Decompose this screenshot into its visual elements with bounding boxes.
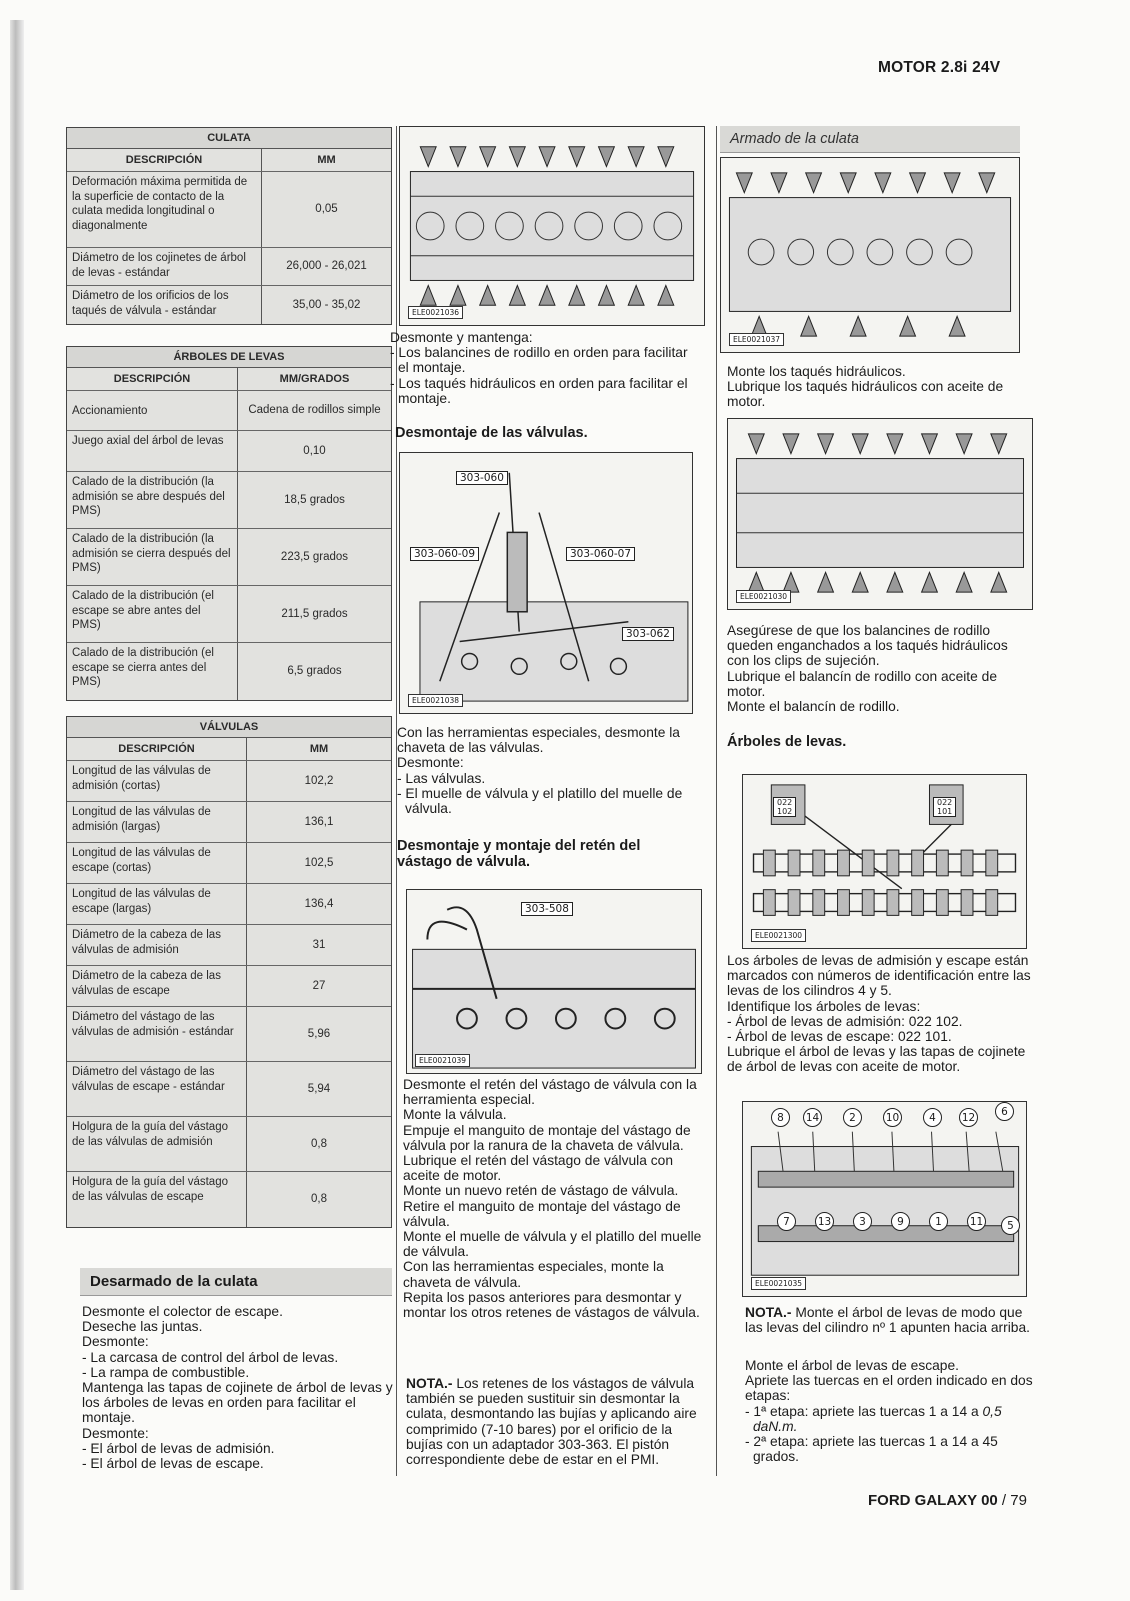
- table-row: [67, 529, 391, 586]
- step-text: - 1ª etapa: apriete las tuercas 1 a 14 a: [745, 1403, 983, 1419]
- tool-callout: 303-060-09: [410, 547, 479, 561]
- figure-camshaft-identification: [742, 774, 1027, 949]
- running-header: MOTOR 2.8i 24V: [878, 59, 1001, 76]
- tightening-sequence-illustration: [743, 1102, 1026, 1296]
- note-text: Los retenes de los vástagos de válvula también se pueden sustituir sin desmontar la culata, desmontando las bujías y aplicando aire comprimido (7-10 bares) por el orificio de la bujías con un adaptador 303-363. El pistón correspondiente debe de estar en el PMI.: [406, 1376, 697, 1468]
- torque-value: 0,5 daN.m.: [753, 1403, 1002, 1434]
- rocker-install-text: [727, 623, 1029, 714]
- table-title: ÁRBOLES DE LEVAS: [67, 347, 391, 368]
- table-row: [67, 1062, 391, 1117]
- row-description: Diámetro de los cojinetes de árbol de levas - estándar: [67, 248, 262, 285]
- culata-spec-table: [66, 127, 392, 325]
- figure-rocker-clips: [727, 418, 1033, 610]
- paragraph: Identifique los árboles de levas:: [727, 998, 921, 1014]
- row-value: 26,000 - 26,021: [286, 260, 367, 273]
- figure-code: ELE0021038: [408, 694, 463, 707]
- table-title: CULATA: [67, 128, 391, 149]
- table-row: [67, 643, 391, 700]
- list-item: - Los balancines de rodillo en orden para facilitar el montaje.: [390, 345, 688, 376]
- row-value: 0,8: [311, 1193, 327, 1206]
- paragraph: Deseche las juntas.: [82, 1319, 203, 1335]
- nut-number: 5: [1001, 1216, 1020, 1235]
- paragraph: Monte un nuevo retén de vástago de válvula.: [403, 1183, 679, 1199]
- table-row: [67, 1117, 391, 1172]
- table-title: VÁLVULAS: [67, 717, 391, 738]
- paragraph: Mantenga las tapas de cojinete de árbol de levas y los árboles de levas en orden para facilitar el montaje.: [82, 1380, 393, 1426]
- table-row: [67, 761, 391, 802]
- page-binding-edge: [10, 20, 24, 1590]
- table-row: [67, 586, 391, 643]
- list-item: - Las válvulas.: [397, 770, 486, 786]
- paragraph: Monte el muelle de válvula y el platillo del muelle de válvula.: [403, 1229, 702, 1260]
- table-row: [67, 286, 391, 324]
- tightening-text: [745, 1358, 1035, 1464]
- row-description: Diámetro de la cabeza de las válvulas de escape: [67, 966, 247, 1006]
- footer-model: FORD GALAXY 00: [868, 1492, 998, 1509]
- paragraph: Asegúrese de que los balancines de rodillo queden enganchados a los taqués hidráulicos con los clips de sujeción.: [727, 623, 1008, 669]
- row-description: Calado de la distribución (la admisión se abre después del PMS): [67, 472, 238, 528]
- table-row: [67, 966, 391, 1007]
- nut-number: 6: [995, 1102, 1014, 1121]
- table-row: [67, 172, 391, 248]
- valvulas-spec-table: [66, 716, 392, 1228]
- id-bottom: 102: [777, 807, 793, 816]
- row-description: Diámetro de los orificios de los taqués de válvula - estándar: [67, 286, 262, 324]
- paragraph: Empuje el manguito de montaje del vástago de válvula por la ranura de la chaveta de válvula.: [403, 1122, 691, 1153]
- nut-number: 13: [815, 1212, 834, 1231]
- paragraph: Lubrique los taqués hidráulicos con aceite de motor.: [727, 379, 1004, 410]
- list-item: - El muelle de válvula y el platillo del muelle de válvula.: [397, 785, 683, 817]
- column-header-unit: MM: [317, 153, 336, 166]
- nut-number: 2: [843, 1108, 862, 1127]
- table-row: [67, 431, 391, 472]
- nut-number: 4: [923, 1108, 942, 1127]
- tool-callout: 303-060-07: [566, 547, 635, 561]
- paragraph: Desmonte y mantenga:: [390, 330, 533, 345]
- list-item: - 2ª etapa: apriete las tuercas 1 a 14 a 45 grados.: [745, 1434, 998, 1465]
- id-top: 022: [937, 798, 953, 807]
- row-value: 5,94: [307, 1082, 331, 1095]
- paragraph: Desmonte:: [397, 755, 464, 771]
- tappets-illustration: [721, 158, 1019, 352]
- row-description: Calado de la distribución (la admisión se cierra después del PMS): [67, 529, 238, 585]
- column-header-description: DESCRIPCIÓN: [67, 368, 238, 391]
- list-item: - Árbol de levas de escape: 022 101.: [727, 1029, 952, 1045]
- row-description: Juego axial del árbol de levas: [67, 431, 238, 471]
- camshaft-id-label: [933, 797, 956, 817]
- id-bottom: 101: [937, 807, 953, 816]
- paragraph: Con las herramientas especiales, monte la chaveta de válvula.: [403, 1259, 664, 1290]
- figure-code: ELE0021039: [415, 1054, 470, 1067]
- row-description: Holgura de la guía del vástago de las válvulas de escape: [67, 1172, 247, 1227]
- row-description: Holgura de la guía del vástago de las válvulas de admisión: [67, 1117, 247, 1171]
- footer-page-number: / 79: [997, 1492, 1027, 1509]
- rocker-arms-illustration: [400, 127, 704, 325]
- paragraph: Monte el árbol de levas de escape.: [745, 1358, 959, 1373]
- row-description: Calado de la distribución (el escape se abre antes del PMS): [67, 586, 238, 642]
- figure-valve-removal-tool: [399, 452, 693, 714]
- note-label: NOTA.-: [745, 1305, 792, 1320]
- row-description: Longitud de las válvulas de admisión (largas): [67, 802, 247, 842]
- row-description: Accionamiento: [67, 391, 238, 430]
- section-title-desarmado: Desarmado de la culata: [80, 1268, 392, 1296]
- table-row: [67, 884, 391, 925]
- row-value: 6,5 grados: [287, 665, 342, 678]
- note-paragraph: [745, 1305, 1035, 1335]
- nut-number: 14: [803, 1108, 822, 1127]
- table-row: [67, 1007, 391, 1062]
- rocker-removal-text: [390, 330, 700, 406]
- paragraph: Monte el balancín de rodillo.: [727, 699, 900, 715]
- nota-seal: [406, 1376, 704, 1467]
- list-item: [745, 1404, 1035, 1434]
- nut-number: 10: [883, 1108, 902, 1127]
- row-value: 27: [312, 979, 326, 992]
- paragraph: Los árboles de levas de admisión y escape están marcados con números de identificación entre las levas de los cilindros 4 y 5.: [727, 953, 1031, 999]
- row-value: 5,96: [307, 1027, 331, 1040]
- row-description: Calado de la distribución (el escape se cierra antes del PMS): [67, 643, 238, 700]
- table-row: [67, 472, 391, 529]
- note-text: Monte el árbol de levas de modo que las levas del cilindro nº 1 apunten hacia arriba.: [745, 1305, 1030, 1336]
- column-header-unit: MM: [309, 742, 329, 755]
- row-description: Deformación máxima permitida de la superficie de contacto de la culata medida longitudinal o diagonalmente: [67, 172, 262, 247]
- paragraph: Lubrique el retén del vástago de válvula con aceite de motor.: [403, 1153, 673, 1184]
- paragraph: Retire el manguito de montaje del vástago de válvula.: [403, 1198, 681, 1229]
- row-value: 0,05: [315, 203, 338, 216]
- row-value: 0,8: [311, 1137, 327, 1150]
- note-paragraph: [406, 1376, 704, 1467]
- table-row: [67, 248, 391, 286]
- row-value: 136,1: [304, 815, 334, 828]
- row-value: 102,5: [304, 856, 334, 869]
- paragraph: Repita los pasos anteriores para desmontar y montar los otros retenes de vástagos de válvula.: [403, 1289, 700, 1321]
- table-row: [67, 391, 391, 431]
- table-row: [67, 1172, 391, 1227]
- table-header-row: [67, 368, 391, 392]
- paragraph: Monte los taqués hidráulicos.: [727, 364, 906, 379]
- figure-tightening-sequence: [742, 1101, 1027, 1297]
- list-item: - El árbol de levas de admisión.: [82, 1440, 275, 1456]
- row-value: 211,5 grados: [281, 607, 348, 620]
- nota-camshaft: [745, 1305, 1035, 1335]
- paragraph: Lubrique el balancín de rodillo con aceite de motor.: [727, 668, 997, 699]
- nut-number: 8: [771, 1108, 790, 1127]
- camshaft-id-text: [727, 953, 1033, 1075]
- list-item: - El árbol de levas de escape.: [82, 1456, 264, 1472]
- nut-number: 3: [853, 1212, 872, 1231]
- valve-tool-illustration: [400, 453, 692, 713]
- page-footer: [868, 1492, 1027, 1509]
- row-description: Longitud de las válvulas de admisión (cortas): [67, 761, 247, 801]
- paragraph: Lubrique el árbol de levas y las tapas de cojinete de árbol de levas con aceite de motor.: [727, 1044, 1026, 1075]
- table-header-row: [67, 149, 391, 173]
- paragraph: Monte la válvula.: [403, 1107, 507, 1123]
- tool-callout: 303-062: [622, 627, 674, 641]
- nut-number: 1: [929, 1212, 948, 1231]
- note-label: NOTA.-: [406, 1376, 453, 1391]
- heading-arboles-levas: Árboles de levas.: [727, 734, 847, 750]
- row-value: 31: [312, 938, 326, 951]
- nut-number: 7: [777, 1212, 796, 1231]
- row-description: Diámetro del vástago de las válvulas de escape - estándar: [67, 1062, 247, 1116]
- tool-callout: 303-508: [521, 902, 573, 916]
- camshaft-id-label: [773, 797, 796, 817]
- figure-code: ELE0021035: [751, 1277, 806, 1290]
- column-header-description: DESCRIPCIÓN: [67, 149, 262, 172]
- list-item: - La rampa de combustible.: [82, 1364, 250, 1380]
- column-header-unit: MM/GRADOS: [279, 372, 350, 385]
- paragraph: Con las herramientas especiales, desmonte la chaveta de las válvulas.: [397, 725, 680, 756]
- nut-number: 9: [891, 1212, 910, 1231]
- valve-removal-text: [397, 725, 697, 816]
- figure-code: ELE0021300: [751, 929, 806, 942]
- row-description: Diámetro de la cabeza de las válvulas de admisión: [67, 925, 247, 965]
- row-value: 0,10: [303, 444, 326, 457]
- figure-code: ELE0021030: [736, 590, 791, 603]
- nut-number: 11: [967, 1212, 986, 1231]
- heading-reten-vastago: Desmontaje y montaje del retén del vástago de válvula.: [397, 838, 641, 870]
- table-row: [67, 925, 391, 966]
- seal-tool-illustration: [407, 890, 701, 1073]
- figure-seal-removal: [406, 889, 702, 1074]
- figure-hydraulic-tappets: [720, 157, 1020, 353]
- row-description: Diámetro del vástago de las válvulas de admisión - estándar: [67, 1007, 247, 1061]
- tappets-text: [727, 364, 1027, 410]
- row-value: 102,2: [304, 774, 334, 787]
- figure-code: ELE0021036: [408, 306, 463, 319]
- row-value: 35,00 - 35,02: [292, 298, 361, 311]
- paragraph: Desmonte el colector de escape.: [82, 1304, 283, 1319]
- table-row: [67, 802, 391, 843]
- rocker-clips-illustration: [728, 419, 1032, 609]
- arboles-spec-table: [66, 346, 392, 701]
- column-divider: [716, 126, 717, 1476]
- paragraph: Desmonte:: [82, 1425, 149, 1441]
- id-top: 022: [777, 798, 793, 807]
- paragraph: Desmonte:: [82, 1334, 149, 1350]
- row-value: Cadena de rodillos simple: [248, 404, 381, 417]
- nut-number: 12: [959, 1108, 978, 1127]
- row-value: 136,4: [304, 897, 334, 910]
- list-item: - Los taqués hidráulicos en orden para facilitar el montaje.: [390, 375, 688, 406]
- tool-callout: 303-060: [456, 471, 508, 485]
- list-item: - La carcasa de control del árbol de levas.: [82, 1349, 339, 1365]
- figure-code: ELE0021037: [729, 333, 784, 346]
- row-description: Longitud de las válvulas de escape (largas): [67, 884, 247, 924]
- desarmado-text: [82, 1304, 394, 1471]
- paragraph: Desmonte el retén del vástago de válvula con la herramienta especial.: [403, 1077, 697, 1108]
- figure-rocker-arms: [399, 126, 705, 326]
- seal-procedure-text: [403, 1077, 703, 1320]
- table-row: [67, 843, 391, 884]
- column-header-description: DESCRIPCIÓN: [67, 738, 247, 761]
- table-header-row: [67, 738, 391, 762]
- heading-desmontaje-valvulas: Desmontaje de las válvulas.: [395, 425, 588, 441]
- paragraph: Apriete las tuercas en el orden indicado en dos etapas:: [745, 1373, 1033, 1404]
- row-description: Longitud de las válvulas de escape (cortas): [67, 843, 247, 883]
- section-title-armado: Armado de la culata: [720, 126, 1020, 153]
- row-value: 223,5 grados: [280, 550, 349, 563]
- list-item: - Árbol de levas de admisión: 022 102.: [727, 1013, 963, 1029]
- row-value: 18,5 grados: [284, 493, 345, 506]
